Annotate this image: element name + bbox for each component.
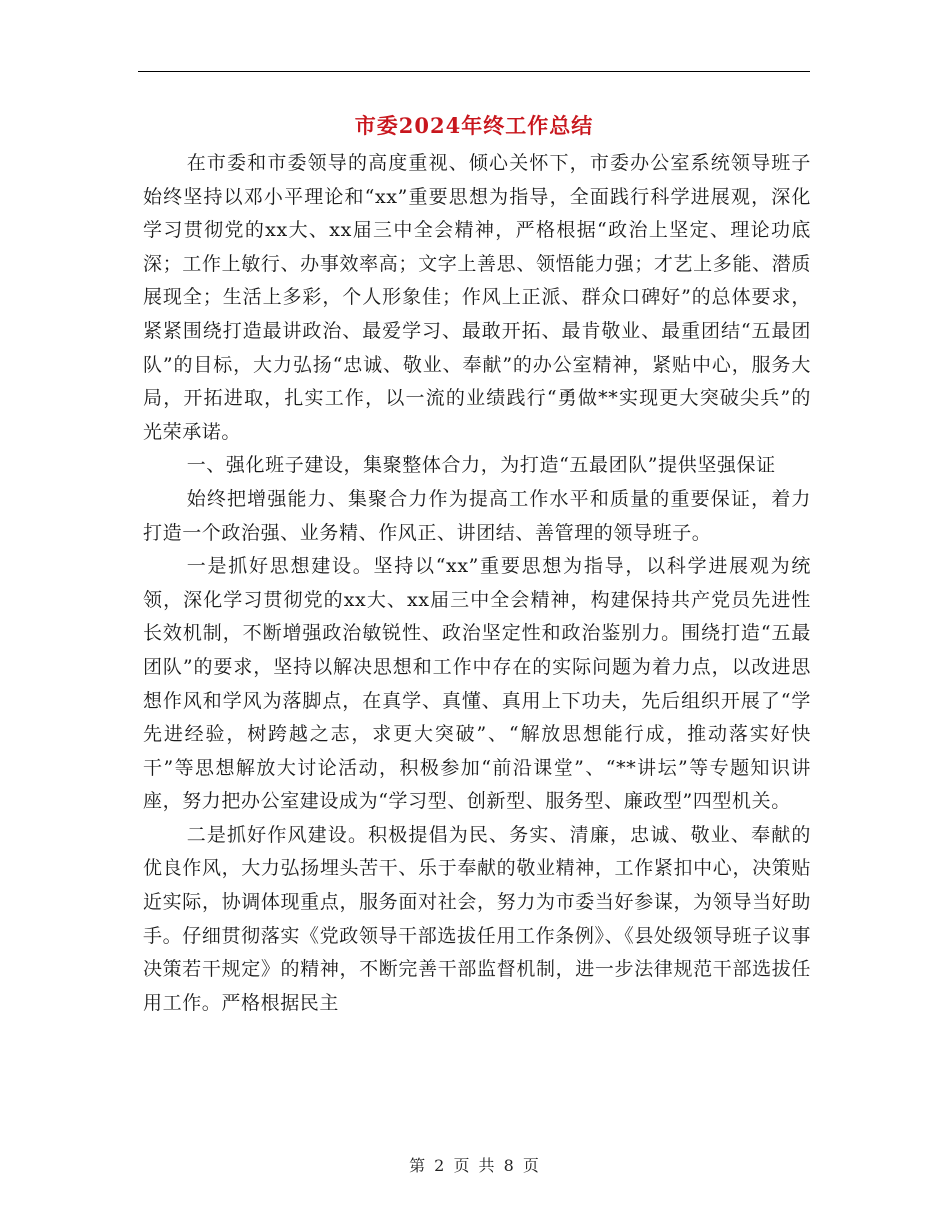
section-heading-1: 一、强化班子建设，集聚整体合力，为打造“五最团队”提供坚强保证 bbox=[186, 454, 776, 477]
document-body bbox=[143, 147, 811, 1020]
page-number: 第 2 页 共 8 页 bbox=[409, 1156, 541, 1175]
paragraph-section-1-summary: 始终把增强能力、集聚合力作为提高工作水平和质量的重要保证，着力打造一个政治强、业务精、作风正、讲团结、善管理的领导班子。 bbox=[143, 487, 811, 544]
paragraph-style-building: 二是抓好作风建设。积极提倡为民、务实、清廉，忠诚、敬业、奉献的优良作风，大力弘扬埋头苦干、乐于奉献的敬业精神，工作紧扣中心，决策贴近实际，协调体现重点，服务面对社会，努力为市委当好参谋，为领导当好助手。仔细贯彻落实《党政领导干部选拔任用工作条例》、《县处级领导班子议事决策若干规定》的精神，不断完善干部监督机制，进一步法律规范干部选拔任用工作。严格根据民主 bbox=[143, 823, 811, 1014]
document-title: 市委2024年终工作总结 bbox=[354, 113, 594, 138]
header-rule bbox=[138, 71, 810, 72]
paragraph-thought-building: 一是抓好思想建设。坚持以“xx”重要思想为指导，以科学进展观为统领，深化学习贯彻党的xx大、xx届三中全会精神，构建保持共产党员先进性长效机制，不断增强政治敏锐性、政治坚定性和政治鉴别力。围绕打造“五最团队”的要求，坚持以解决思想和工作中存在的实际问题为着力点，以改进思想作风和学风为落脚点，在真学、真懂、真用上下功夫，先后组织开展了“学先进经验，树跨越之志，求更大突破”、“解放思想能行成，推动落实好快干”等思想解放大讨论活动，积极参加“前沿课堂”、“**讲坛”等专题知识讲座，努力把办公室建设成为“学习型、创新型、服务型、廉政型”四型机关。 bbox=[143, 555, 811, 813]
paragraph-intro: 在市委和市委领导的高度重视、倾心关怀下，市委办公室系统领导班子始终坚持以邓小平理论和“xx”重要思想为指导，全面践行科学进展观，深化学习贯彻党的xx大、xx届三中全会精神，严格根据“政治上坚定、理论功底深；工作上敏行、办事效率高；文字上善思、领悟能力强；才艺上多能、潜质展现全；生活上多彩，个人形象佳；作风上正派、群众口碑好”的总体要求，紧紧围绕打造最讲政治、最爱学习、最敢开拓、最肯敬业、最重团结“五最团队”的目标，大力弘扬“忠诚、敬业、奉献”的办公室精神，紧贴中心，服务大局，开拓进取，扎实工作，以一流的业绩践行“勇做**实现更大突破尖兵”的光荣承诺。 bbox=[143, 152, 811, 443]
